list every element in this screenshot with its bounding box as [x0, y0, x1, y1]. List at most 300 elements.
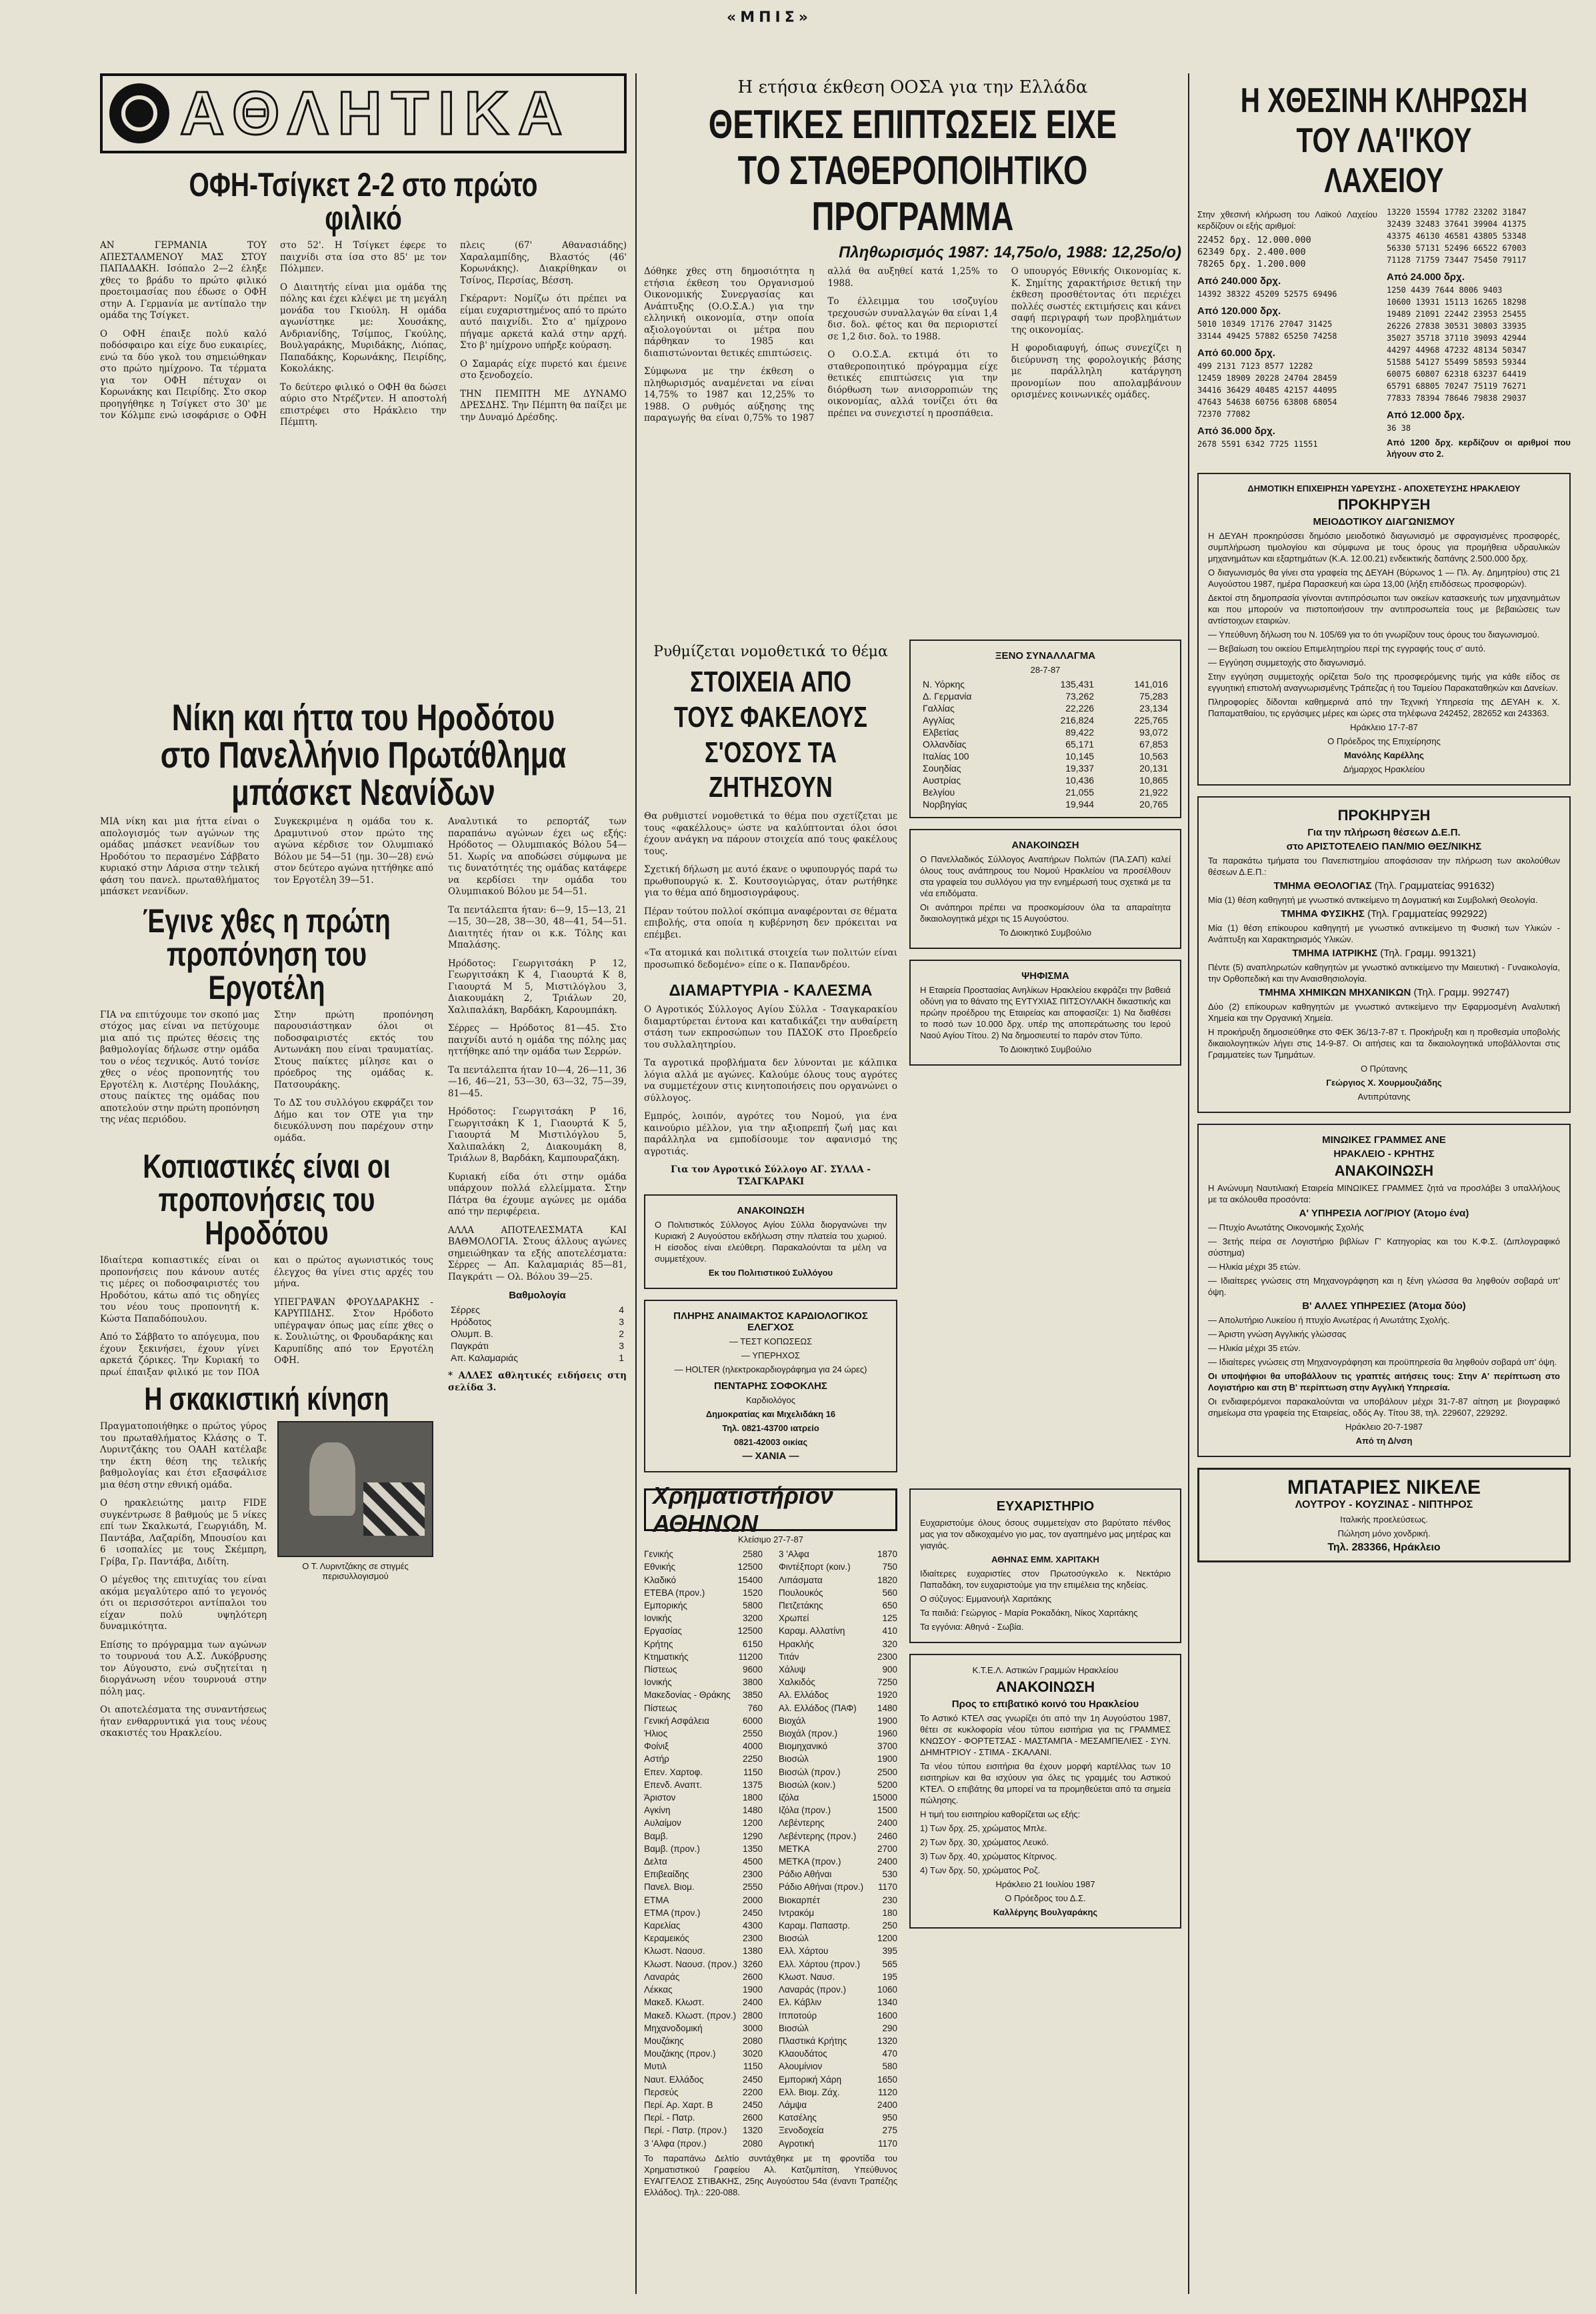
stock-row — [644, 1676, 763, 1688]
fx-row — [920, 762, 1171, 774]
stock-name: Πανελ. Βιομ. — [644, 1882, 695, 1893]
stock-name: Εμπορική Χάρη — [779, 2074, 842, 2085]
sports-article-3 — [100, 1010, 433, 1145]
family-line: Ο σύζυγος: Εμμανουήλ Χαριτάκης — [920, 1594, 1052, 1604]
stock-name: Αλουμίνιον — [779, 2061, 823, 2072]
paragraph: Η προκήρυξη δημοσιεύθηκε στο ΦΕΚ 36/13-7-87 τ. Προκήρυξη και η προθεσμία υποβολής δικαιολογητικών λήγει στις 14-9-87. Οι αιτήσεις και τα δικαιολογητικά υποβάλλονται στις Γραμματείες των Τμημάτων. — [1208, 1027, 1560, 1060]
stock-price: 1380 — [742, 1946, 763, 1957]
column-rule — [1188, 73, 1189, 2294]
fx-rate: 67,853 — [1139, 739, 1168, 750]
fx-currency: Ιταλίας 100 — [923, 751, 969, 762]
stock-row — [779, 1971, 897, 1983]
sports-headline-1: ΟΦΗ-Τσίγκετ 2-2 στο πρώτο φιλικό — [189, 166, 538, 237]
dept-name: ΤΜΗΜΑ ΦΥΣΙΚΗΣ (Τηλ. Γραμματείας 992922) — [1281, 908, 1487, 920]
page-number: «ΜΠΙΣ» — [727, 9, 812, 26]
stock-price: 12500 — [737, 1626, 763, 1636]
paragraph: Ηρόδοτος: Γεωργιτσάκη Ρ 16, Γεωργιτσάκη Κ 1, Γιαουρτά Κ 5, Γιαουρτά Μ Μιστιλόγλου 5, Χαλιπαλάκη 2, Διακουμάκη 8, Τριάλων 8, Βαρδάκη, Καμπουραζάκη. — [448, 1106, 627, 1164]
deceased-name: ΑΘΗΝΑΣ ΕΜΜ. ΧΑΡΙΤΑΚΗ — [991, 1554, 1099, 1565]
paragraph: Το Αστικό ΚΤΕΛ σας γνωρίζει ότι από την 1η Αυγούστου 1987, θέτει σε κυκλοφορία νέου τύπου εισιτήρια για τις ΓΡΑΜΜΕΣ ΚΝΩΣΟΥ - ΦΟΡΤΕΤΣΑΣ - ΜΑΣΤΑΜΠΑ - ΜΕΣΑΜΠΕΛΙΕΣ - ΣΥΝ. ΔΗΜΗΤΡΙΟΥ - ΣΤΙΜΑ - ΣΚΑΛΑΝΙ. — [920, 1713, 1171, 1758]
stock-price: 275 — [882, 2125, 897, 2136]
paragraph: Στην πρώτη προπόνηση παρουσιάστηκαν όλοι οι ποδοσφαιριστές εκτός του Αντωνάκη που είναι τραυματίας. Στους παίκτες μίλησε και ο πρόεδρος της ομάδας κ. Πατσουράκης. — [274, 1009, 433, 1090]
more-sports-note: * ΑΛΛΕΣ αθλητικές ειδήσεις στη σελίδα 3. — [448, 1370, 627, 1393]
stock-name: Γενικής — [644, 1549, 673, 1560]
stock-name: ΕΤΜΑ (προν.) — [644, 1907, 701, 1918]
paragraph: Ο Διαιτητής είναι μια ομάδα της πόλης και έχει κλέψει με τη μεγάλη μονάδα του Γκιούλη. Η ομάδα αγωνίστηκε με: Χουσάκης, Ανδριανίδης, Τσίμπος, Γκούλης, Βουλγαράκης, Μυριδάκης, Λιόπας, Παπαδάκης, Κορωνάκης, Πειρίδης, Κοκολάκης. — [280, 281, 447, 374]
stock-name: Άριστον — [644, 1793, 676, 1803]
paragraph: Γκέραρντ: Νομίζω ότι πρέπει να είμαι ευχαριστημένος από το πρώτο αυτό παιχνίδι. Στο α' ημίχρονο πήγαμε αρκετά καλά στην αρχή. Στο β' ημίχρονο υπήρξε κούραση. — [460, 293, 627, 351]
notice-signature: Ο Πρόεδρος του Δ.Σ. — [1005, 1893, 1086, 1904]
stock-price: 1120 — [877, 2087, 897, 2097]
chess-photo-block — [277, 1421, 433, 1747]
stock-price: 2450 — [742, 2099, 763, 2110]
stock-name: Ιονικής — [644, 1613, 672, 1624]
stock-name: Επιβεαίδης — [644, 1869, 689, 1880]
lottery-intro: Στην χθεσινή κλήρωση του Λαϊκού Λαχείου κερδίζουν οι εξής αριθμοί: — [1197, 209, 1377, 231]
stock-price: 2450 — [742, 2074, 763, 2085]
stock-row — [779, 1830, 897, 1843]
paragraph: Ο Πανελλαδικός Σύλλογος Αναπήρων Πολιτών (ΠΑ.ΣΑΠ) καλεί όλους τους ανάπηρους του Νομού Ηρακλείου να προσέλθουν στα γραφεία του συλλόγου για την ενημέρωσή τους σχετικά με τα νέα επιδόματα. — [920, 854, 1171, 898]
stock-name: ΕΤΕΒΑ (προν.) — [644, 1587, 705, 1598]
fx-rate: 225,765 — [1134, 715, 1168, 726]
stock-name: Λαναράς (προν.) — [779, 1985, 847, 1995]
dept-name: ΤΜΗΜΑ ΧΗΜΙΚΩΝ ΜΗΧΑΝΙΚΩΝ (Τηλ. Γραμμ. 992747) — [1259, 987, 1509, 999]
stock-row — [644, 2022, 763, 2035]
lottery-headline: Η ΧΘΕΣΙΝΗ ΚΛΗΡΩΣΗ ΤΟΥ ΛΑ'Ι'ΚΟΥ ΛΑΧΕΙΟΥ — [1240, 81, 1528, 200]
stock-row — [644, 1740, 763, 1753]
fx-rate: 10,865 — [1139, 775, 1168, 786]
stock-row — [779, 1753, 897, 1765]
stock-price: 2450 — [742, 1907, 763, 1918]
stock-price: 4000 — [742, 1741, 763, 1752]
fx-currency: Αυστρίας — [923, 775, 961, 786]
stock-name: Ξενοδοχεία — [779, 2125, 824, 2136]
paragraph: ΓΙΑ να επιτύχουμε τον σκοπό μας στόχος μας είναι να πετύχουμε μια από τις πρώτες θέσεις της βαθμολογίας δήλωσε στην ομάδα του ο νέος τεχνικός. Αυτό τονίσε χθες ο νέος προπονητής του Εργοτέλη κ. Λιστέρης Πουλάκης, στους παίκτες της ομάδας που αποτελούν στην πρώτη προπόνηση της νέας περιόδου. — [100, 1009, 259, 1126]
paragraph: Τα πεντάλεπτα ήταν 10—4, 26—11, 36—16, 46—21, 53—30, 63—32, 75—39, 81—45. — [448, 1064, 627, 1099]
ad-item: — HOLTER (ηλεκτροκαρδιογράφημα για 24 ώρες) — [674, 1364, 867, 1375]
stock-name: Μουζάκης — [644, 2035, 684, 2046]
prize-tier: Από 120.000 δρχ. — [1197, 305, 1281, 317]
fx-table-body — [920, 678, 1171, 810]
stock-row — [779, 1881, 897, 1893]
paragraph: Σχετική δήλωση με αυτό έκανε ο υφυπουργός παρά τω πρωθυπουργώ κ. Σ. Κουτσογιώργας, όταν ρωτήθηκε για το θέμα από δημοσιογράφους. — [644, 864, 897, 899]
stocks-section — [644, 1482, 1181, 2201]
stock-price: 15400 — [737, 1574, 763, 1585]
prize-numbers: 499 2131 7123 8577 12282 12459 18909 20228 24704 28459 34416 36429 40485 42157 44095 47643 54638 60756 63808 68054 72370 77082 — [1197, 361, 1337, 419]
stock-row — [644, 1714, 763, 1727]
ktel-kicker: Κ.Τ.Ε.Λ. Αστικών Γραμμών Ηρακλείου — [972, 1665, 1119, 1676]
notice-signature: Εκ του Πολιτιστικού Συλλόγου — [708, 1268, 833, 1278]
stock-price: 9600 — [742, 1664, 763, 1675]
paragraph: Ο ΟΦΗ έπαιξε πολύ καλό ποδόσφαιρο και είχε δυο ευκαιρίες, ενώ τα δύο γκολ του σημειώθηκαν στο πρώτο ημίχρονο. Τα τέρματα για τον ΟΦΗ πέτυχαν οι Κορωνάκης και Πειρίδης. Στο σκορ προηγήθηκε η Τσίγκετ στο 30' με τον Κόλμπε ενώ ισοφάρισε ο ΟΦΗ στο 52'. Η Τσίγκετ έφερε το παιχνίδι στα ίσα στο 85' με τον Πόλμπεν. — [100, 240, 447, 421]
notice-signer: Μανόλης Καρέλλης — [1344, 750, 1424, 761]
list-item: — Ιδιαίτερες γνώσεις στη Μηχανογράφηση και προϋπηρεσία θα ληφθούν σοβαρά υπ' όψη. — [1208, 1357, 1557, 1368]
standings-table — [448, 1304, 627, 1364]
stock-price: 320 — [882, 1638, 897, 1649]
fx-currency: Σουηδίας — [923, 763, 961, 774]
stock-price: 1200 — [742, 1818, 763, 1829]
paragraph: πλεις (67' Αθανασιάδης) Χαραλαμπίδης, Βλαστός (46' Κορωνάκης). Διακρίθηκαν οι Τσίνος, Περσίας, Βέσση. — [460, 240, 627, 286]
stock-row — [779, 2099, 897, 2111]
fx-rate: 75,283 — [1139, 691, 1168, 702]
stock-price: 5200 — [877, 1779, 897, 1790]
prize-tier: Από 36.000 δρχ. — [1197, 425, 1275, 437]
stock-price: 230 — [882, 1895, 897, 1905]
paragraph: Ιδιαίτερα κοπιαστικές είναι οι προπονήσεις που κάνουν αυτές τις μέρες οι ποδοσφαιριστές του Ηροδότου, κάτω από τις οδηγίες του νέου τους προπονητή κ. Κώστα Παπαδόπουλου. — [100, 1255, 259, 1324]
stock-name: Κλωστ. Ναυσ. — [779, 1971, 835, 1982]
stock-row — [644, 2099, 763, 2111]
family-line: Τα εγγόνια: Αθηνά - Σωβία. — [920, 1622, 1024, 1632]
stock-price: 125 — [882, 1613, 897, 1624]
stock-row — [644, 2086, 763, 2099]
stock-price: 1320 — [742, 2125, 763, 2136]
stock-price: 3260 — [742, 1959, 763, 1969]
stock-row — [644, 1702, 763, 1714]
paragraph: Το δεύτερο φιλικό ο ΟΦΗ θα δώσει αύριο στο Ντρέζντεν. Η αποστολή επιστρέφει στο Ηράκλειο την Πέμπτη. — [280, 381, 447, 427]
notice-title: ΑΝΑΚΟΙΝΩΣΗ — [737, 1205, 805, 1217]
prize-numbers: 2678 5591 6342 7725 11551 — [1197, 439, 1318, 449]
stock-price: 180 — [882, 1907, 897, 1918]
fx-currency: Ολλανδίας — [923, 739, 967, 750]
fx-currency: Δ. Γερμανία — [923, 691, 972, 702]
stock-price: 11200 — [738, 1651, 763, 1662]
stock-row — [644, 2047, 763, 2060]
thanks-notice — [909, 1488, 1181, 1643]
stock-row — [644, 1843, 763, 1855]
stock-price: 2500 — [877, 1767, 897, 1777]
fx-table — [920, 678, 1171, 810]
table-row: Ολυμπ. Β. 2 — [451, 1328, 624, 1339]
stock-row — [779, 1894, 897, 1907]
stock-name: Κτηματικής — [644, 1651, 689, 1662]
stock-row — [644, 1766, 763, 1779]
doctor-phone-home: 0821-42003 οικίας — [733, 1437, 808, 1448]
stock-row — [779, 1983, 897, 1996]
middle-section — [644, 73, 1181, 2294]
stock-price: 2580 — [742, 1549, 763, 1560]
stock-name: Κλαουδάτος — [779, 2049, 827, 2059]
paragraph: Πληροφορίες δίδονται καθημερινά από την Τεχνική Υπηρεσία της ΔΕΥΑΗ κ. Χ. Παπαματθαίου, τις εργάσιμες μέρες και ώρες στα τηλέφωνα 242452, 282652 και 243363. — [1208, 697, 1560, 719]
fx-title: ΞΕΝΟ ΣΥΝΑΛΛΑΓΜΑ — [995, 650, 1096, 662]
stock-row — [644, 2060, 763, 2073]
stock-row — [644, 2009, 763, 2022]
stock-name: Αγροτική — [779, 2138, 815, 2149]
fx-row — [920, 690, 1171, 702]
stock-price: 2600 — [742, 2113, 763, 2123]
prize-numbers: 14392 38322 45209 52575 69496 — [1197, 289, 1337, 299]
ad-line: Ιταλικής προελεύσεως. — [1340, 1514, 1428, 1525]
top-prize: 62349 δρχ. 2.400.000 — [1197, 247, 1306, 258]
fx-rate: 216,824 — [1060, 715, 1095, 726]
notice-subtitle: Για την πλήρωση θέσεων Δ.Ε.Π. — [1307, 827, 1461, 839]
stock-price: 3850 — [742, 1690, 763, 1700]
notice-signer: Γεώργιος Χ. Χουρμουζιάδης — [1326, 1078, 1442, 1088]
stock-name: Εθνικής — [644, 1562, 676, 1572]
stock-row — [779, 1574, 897, 1586]
stock-price: 750 — [882, 1562, 897, 1572]
fx-rate: 19,337 — [1065, 763, 1095, 774]
ad-phone: Τηλ. 283366, Ηράκλειο — [1327, 1542, 1441, 1554]
stock-row — [779, 1586, 897, 1599]
stock-price: 3200 — [742, 1613, 763, 1624]
stock-name: Φιντέξπορτ (κοιν.) — [779, 1562, 851, 1572]
paragraph: Ο Σαμαράς είχε πυρετό και έμεινε στο ξενοδοχείο. — [460, 358, 627, 381]
fx-currency: Ελβετίας — [923, 727, 959, 738]
stock-price: 530 — [882, 1869, 897, 1880]
stock-row — [779, 2086, 897, 2099]
stock-row — [644, 1548, 763, 1560]
stock-name: Ελλ. Χάρτου (προν.) — [779, 1959, 861, 1969]
stock-row — [779, 1624, 897, 1637]
university-notice — [1197, 796, 1571, 1113]
stock-name: ΕΤΜΑ — [644, 1895, 669, 1905]
sports-lower — [100, 816, 627, 1747]
section-heading: Α' ΥΠΗΡΕΣΙΑ ΛΟΓ/ΡΙΟΥ (Άτομο ένα) — [1299, 1208, 1469, 1220]
paragraph: ΜΙΑ νίκη και μια ήττα είναι ο απολογισμός των αγώνων της ομάδας μπάσκετ νεανίδων του Ηροδότου το περασμένο Σάββατο κυριακό στην Λάρισα στην τελική φάση του πανελ. πρωταθλήματος μπάσκετ νεανίδων. — [100, 816, 259, 897]
stock-name: Φοίνιξ — [644, 1741, 669, 1752]
stock-price: 760 — [747, 1702, 763, 1713]
stock-row — [779, 2137, 897, 2150]
table-row: Σέρρες 4 — [451, 1304, 624, 1315]
paragraph: Η ΔΕΥΑΗ προκηρύσσει δημόσιο μειοδοτικό διαγωνισμό με σφραγισμένες προσφορές, συμπλήρωση τιμολογίου και σύμφωνα με τους όρους για προμήθεια υδραυλικών μηχανημάτων και εξαρτημάτων (Κ.Α. 12.00.21) ενδεικτικής δαπάνης 2.500.000 δρχ. — [1208, 531, 1560, 564]
paragraph: ΑΛΛΑ ΑΠΟΤΕΛΕΣΜΑΤΑ ΚΑΙ ΒΑΘΜΟΛΟΓΙΑ. Στους άλλους αγώνες σημειώθηκαν τα εξής αποτελέσματα: Σέρρες — Απ. Καλαμαριάς 85—81, Παγκράτι — Ολ. Βόλου 39—25. — [448, 1224, 627, 1282]
stock-row — [644, 1830, 763, 1843]
stock-price: 2200 — [742, 2087, 763, 2097]
stocks-list-wrap — [644, 1482, 897, 2201]
stock-name: ΜΕΤΚΑ — [779, 1843, 810, 1854]
paragraph: — Βεβαίωση του οικείου Επιμελητηρίου περί της εγγραφής τους σ' αυτό. — [1208, 644, 1486, 654]
fx-rate: 20,131 — [1139, 763, 1168, 774]
stock-row — [779, 2022, 897, 2035]
fx-row — [920, 750, 1171, 762]
stock-price: 3800 — [742, 1677, 763, 1688]
sports-article-2 — [100, 816, 433, 899]
notice-title: ΠΡΟΚΗΡΥΞΗ — [1337, 807, 1431, 824]
sports-banner-title: ΑΘΛΗΤΙΚΑ — [180, 79, 572, 147]
paragraph: Ιδιαίτερες ευχαριστίες στον Πρωτοσύγκελο κ. Νεκτάριο Παπαδάκη, τον ευχαριστούμε για την επιμέλεια της κηδείας. — [920, 1568, 1171, 1590]
stock-price: 1340 — [877, 1997, 897, 2008]
stock-row — [779, 1560, 897, 1573]
middle-lower-left — [644, 640, 897, 1483]
lottery-right — [1387, 206, 1571, 462]
stock-row — [644, 1804, 763, 1817]
stock-name: Ιζόλα (προν.) — [779, 1805, 831, 1816]
stock-row — [779, 1599, 897, 1612]
stock-row — [779, 1727, 897, 1740]
stock-name: Μηχανοδομική — [644, 2023, 703, 2033]
table-row: Ηρόδοτος 3 — [451, 1316, 624, 1327]
stock-price: 1320 — [877, 2035, 897, 2046]
oecd-article — [644, 266, 1181, 640]
stock-name: Πίστεως — [644, 1664, 677, 1675]
stock-row — [644, 1650, 763, 1663]
sports-section — [100, 73, 627, 2294]
stock-price: 1480 — [742, 1805, 763, 1816]
stock-name: Πετζετάκης — [779, 1600, 823, 1610]
stock-name: Κρήτης — [644, 1638, 673, 1649]
stock-price: 2400 — [877, 1857, 897, 1867]
paragraph: Αναλυτικά το ρεπορτάζ των παραπάνω αγώνων έχει ως εξής: Ηρόδοτος — Ολυμπιακός Βόλου 54—51. Χωρίς να αποδώσει σύμφωνα με τις δυνατότητές της ομάδας κατάφερε να κερδίσει την ομάδα του Ολυμπιακού Βόλου με 54—51. — [448, 816, 627, 897]
paragraph: Σύμφωνα με την έκθεση ο πληθωρισμός αναμένεται να είναι 14,75% το 1987 και 12,25% το 1988. Ο ρυθμός αύξησης της παραγωγής θα είναι 0,75% το 1987 αλλά θα αυξηθεί κατά 1,25% το 1988. — [644, 266, 998, 423]
paragraph: Οι αποτελέσματα της συναντήσεως ήταν ενθαρρυντικά για τους νέους σκακιστές του Ηρακλείου. — [100, 1704, 267, 1739]
notice-signer: Καλλέργης Βουλγαράκης — [993, 1907, 1098, 1918]
prize-tier: Από 12.000 δρχ. — [1387, 409, 1465, 421]
table-row: Απ. Καλαμαριάς 1 — [451, 1352, 624, 1363]
vote-notice — [909, 960, 1181, 1066]
stock-name: Εργασίας — [644, 1626, 682, 1636]
fx-row — [920, 798, 1171, 810]
stock-price: 1520 — [742, 1587, 763, 1598]
stock-row — [779, 1919, 897, 1932]
stock-row — [779, 1638, 897, 1650]
stock-row — [779, 1663, 897, 1676]
stock-row — [644, 2035, 763, 2047]
batteries-ad — [1197, 1468, 1571, 1562]
ad-item: — ΥΠΕΡΗΧΟΣ — [741, 1350, 800, 1361]
stock-price: 2400 — [877, 1818, 897, 1829]
stock-row — [644, 1868, 763, 1881]
prize-numbers: 5010 10349 17176 27047 31425 33144 49425 57882 65250 74258 — [1197, 319, 1337, 341]
stock-name: Τιτάν — [779, 1651, 799, 1662]
lottery-results — [1197, 206, 1571, 462]
stock-price: 3000 — [742, 2023, 763, 2033]
fx-rate: 73,262 — [1065, 691, 1095, 702]
stock-row — [644, 1560, 763, 1573]
paragraph: Τα παρακάτω τμήματα του Πανεπιστημίου αποφάσισαν την πλήρωση των ακολούθων θέσεων Δ.Ε.Π.: — [1208, 856, 1560, 878]
stock-price: 650 — [882, 1600, 897, 1610]
price-line: 1) Των δρχ. 25, χρώματος Μπλε. — [920, 1823, 1047, 1834]
stock-name: Ιονικής — [644, 1677, 672, 1688]
paragraph: Ηρόδοτος: Γεωργιτσάκη Ρ 12, Γεωργιτσάκη Κ 4, Γιαουρτά Κ 8, Γιαουρτά Μ 5, Μιστιλόγλου 3, Διακουμάκη 2, Τριάλων 20, Χαλιπαλάκη, Βαρδάκη, Καρουμπάκη. — [448, 958, 627, 1016]
photo-caption: Ο Τ. Λυριντζάκης σε στιγμές περισυλλογισμού — [302, 1561, 409, 1582]
stock-row — [779, 1945, 897, 1957]
stock-price: 4300 — [742, 1921, 763, 1931]
stock-name: Μακεδονίας - Θράκης — [644, 1690, 731, 1700]
list-item: — Ιδιαίτερες γνώσεις στη Μηχανογράφηση και η ξένη γλώσσα θα ληφθούν σοβαρά υπ' όψη. — [1208, 1276, 1560, 1298]
chess-text — [100, 1421, 267, 1747]
stock-name: Αγκίνη — [644, 1805, 671, 1816]
water-tender-notice — [1197, 473, 1571, 786]
stock-name: Αστήρ — [644, 1754, 669, 1765]
ktel-notice — [909, 1654, 1181, 1929]
paragraph: Η Ανώνυμη Ναυτιλιακή Εταιρεία ΜΙΝΩΙΚΕΣ ΓΡΑΜΜΕΣ ζητά να προσλάβει 3 υπαλλήλους με τα ακόλουθα προσόντα: — [1208, 1183, 1560, 1205]
notice-date: Ηράκλειο 20-7-1987 — [1345, 1422, 1423, 1432]
stock-price: 1375 — [742, 1779, 763, 1790]
lottery-tail: Από 1200 δρχ. κερδίζουν οι αριθμοί που λήγουν στο 2. — [1387, 437, 1571, 459]
list-item: — Απολυτήριο Λυκείου ή πτυχίο Ανωτέρας ή Ανωτάτης Σχολής. — [1208, 1315, 1450, 1326]
paragraph: ΑΝ ΓΕΡΜΑΝΙΑ ΤΟΥ ΑΠΕΣΤΑΛΜΕΝΟΥ ΜΑΣ ΣΤΟΥ ΠΑΠΑΔΑΚΗ. Ισόπαλο 2—2 έληξε χθες το βράδυ το πρώτο φιλικό προετοιμασίας που έδωσε ο ΟΦΗ στην Α. Γερμανία με αντίπαλο την ομάδα της Τσίγκετ. — [100, 240, 267, 321]
stock-name: Δελτα — [644, 1857, 667, 1867]
sports-banner — [100, 73, 627, 153]
list-item: — Ηλικία μέχρι 35 ετών. — [1208, 1343, 1301, 1354]
paragraph: Ο Αγροτικός Σύλλογος Αγίου Σύλλα - Τσαγκαρακίου διαμαρτύρεται έντονα και καταδικάζει την αυθαίρετη στάση των εκπροσώπων του ΠΑΣΟΚ στο Προεδρείο του συλλαλητηρίου. — [644, 1004, 897, 1050]
stocks-banner — [644, 1482, 897, 1538]
fx-rate: 21,055 — [1065, 787, 1095, 798]
paragraph: Η φοροδιαφυγή, όπως συνεχίζει η διεύρυνση της φορολογικής βάσης με παράλληλη κατάργηση προνομίων που απολαμβάνουν ορισμένες κοινωνικές ομάδες. — [1011, 343, 1181, 400]
stock-price: 395 — [882, 1946, 897, 1957]
stock-price: 565 — [882, 1959, 897, 1969]
fx-row — [920, 678, 1171, 690]
fx-rate: 23,134 — [1139, 703, 1168, 714]
stock-name: Ιντρακόμ — [779, 1907, 815, 1918]
stock-row — [644, 1907, 763, 1919]
stock-row — [779, 1702, 897, 1714]
fx-rate: 135,431 — [1060, 679, 1095, 690]
stock-row — [644, 1727, 763, 1740]
stock-row — [644, 1612, 763, 1624]
stock-name: Ιζόλα — [779, 1793, 799, 1803]
doctor-address: Δημοκρατίας και Μιχελιδάκη 16 — [705, 1409, 836, 1420]
fx-rate: 22,226 — [1065, 703, 1095, 714]
stock-name: Ελλ. Βιομ. Ζάχ. — [779, 2087, 840, 2097]
stock-name: Βιοχάλ — [779, 1715, 806, 1726]
stock-name: Βαμβ. — [644, 1831, 669, 1841]
stock-row — [644, 1779, 763, 1791]
fx-currency: Γαλλίας — [923, 703, 955, 714]
doctor-name: ΠΕΝΤΑΡΗΣ ΣΟΦΟΚΛΗΣ — [714, 1380, 827, 1392]
stock-price: 1480 — [877, 1702, 897, 1713]
notice-date: Ηράκλειο 21 Ιουλίου 1987 — [995, 1879, 1095, 1890]
paragraph: Ο μέγεθος της επιτυχίας του είναι ακόμα μεγαλύτερο από το γεγονός ότι οι περισσότεροι αντίπαλοι του είχαν πολύ υψηλότερη δυναμικότητα. — [100, 1574, 267, 1632]
stock-name: Βιοσώλ — [779, 1933, 809, 1944]
sports-article-1 — [100, 240, 627, 694]
fx-rate: 141,016 — [1134, 679, 1168, 690]
stock-name: Βιομηχανικό — [779, 1741, 828, 1752]
lottery-top-prizes — [1197, 234, 1377, 270]
stock-price: 1170 — [877, 2138, 897, 2149]
fx-rate: 10,563 — [1139, 751, 1168, 762]
fx-rate: 89,422 — [1065, 727, 1095, 738]
stock-name: Ελ. Κάβλιν — [779, 1997, 822, 2008]
stock-name: Πίστεως — [644, 1702, 677, 1713]
notice-signer-role: Δήμαρχος Ηρακλείου — [1343, 764, 1425, 775]
stock-name: Βιοκαρπέτ — [779, 1895, 821, 1905]
stock-name: Ηρακλής — [779, 1638, 814, 1649]
stock-name: Περσεύς — [644, 2087, 679, 2097]
stock-price: 6000 — [742, 1715, 763, 1726]
top-prize: 22452 δρχ. 12.000.000 — [1197, 235, 1311, 246]
stock-name: Κεραμεικός — [644, 1933, 689, 1944]
stock-name: Κλαδικό — [644, 1574, 676, 1585]
price-line: 4) Των δρχ. 50, χρώματος Ροζ. — [920, 1865, 1041, 1876]
paragraph: Επίσης το πρόγραμμα των αγώνων το τουρνουά του Α.Σ. Λυκόβρυσης τον Αύγουστο, ενώ συζητείται η διοργάνωση νέου τουρνουά στην πόλη μας. — [100, 1639, 267, 1697]
stock-price: 7250 — [877, 1677, 897, 1688]
stock-price: 2600 — [742, 1971, 763, 1982]
stock-name: Γενική Ασφάλεια — [644, 1715, 709, 1726]
paragraph: Δεκτοί στη δημοπρασία γίνονται αντιπρόσωποι των οικείων κατασκευής των μηχανημάτων και που μπορούν να πιστοποιήσουν την αντιπροσωπεία τους με βεβαιώσεις των αντίστοιχων εταιριών. — [1208, 593, 1560, 626]
paragraph: Ο διαγωνισμός θα γίνει στα γραφεία της ΔΕΥΑΗ (Βύρωνος 1 — Πλ. Αγ. Δημητρίου) στις 21 Αυγούστου 1987, ημέρα Παρασκευή και ώρα 13,00 (λήξη επιδόσεως προσφορών). — [1208, 567, 1560, 590]
family-line: Τα παιδιά: Γεώργιος - Μαρία Ροκαδάκη, Νίκος Χαριτάκης — [920, 1608, 1138, 1618]
stock-price: 4500 — [742, 1857, 763, 1867]
stock-row — [779, 2124, 897, 2137]
paragraph: Η Εταιρεία Προστασίας Ανηλίκων Ηρακλείου εκφράζει την βαθειά οδύνη για το θάνατο της ΕΥΤΥΧΙΑΣ ΠΙΤΣΟΥΛΑΚΗ δικαστικής και πρώην προέδρου της Εταιρείας και αποφασίζει: 1) Να διαθέσει το ποσό των 10.000 δρχ. υπέρ της αποπεράτωσης του Ιερού Ναού Αγίου Τίτου. 2) Να δημοσιευτεί το παρόν στον Τύπο. — [920, 985, 1171, 1040]
notice-title: ΕΥΧΑΡΙΣΤΗΡΙΟ — [996, 1499, 1095, 1514]
right-section — [1197, 73, 1571, 2294]
stock-price: 1500 — [877, 1805, 897, 1816]
stock-price: 1960 — [877, 1728, 897, 1739]
stock-price: 560 — [882, 1587, 897, 1598]
stock-row — [644, 1586, 763, 1599]
stock-price: 1920 — [877, 1690, 897, 1700]
stock-name: Κλωστ. Ναουσ. (προν.) — [644, 1959, 737, 1969]
stock-row — [779, 1779, 897, 1791]
sports-headline-3: Έγινε χθες η πρώτη προπόνηση του Εργοτέλη — [143, 902, 391, 1006]
doctor-city: — ΧΑΝΙΑ — — [742, 1450, 799, 1462]
stock-price: 1290 — [742, 1831, 763, 1841]
paragraph: Ο Ο.Ο.Σ.Α. εκτιμά ότι το σταθεροποιητικό πρόγραμμα είχε θετικές επιπτώσεις για την διόρθωση των ανισορροπιών της οικονομίας, αλλά τονίζει ότι θα πρέπει να συνεχιστεί η προσπάθεια. — [827, 349, 998, 419]
fx-row — [920, 714, 1171, 726]
stock-price: 2250 — [742, 1754, 763, 1765]
fx-table-box — [909, 640, 1181, 818]
